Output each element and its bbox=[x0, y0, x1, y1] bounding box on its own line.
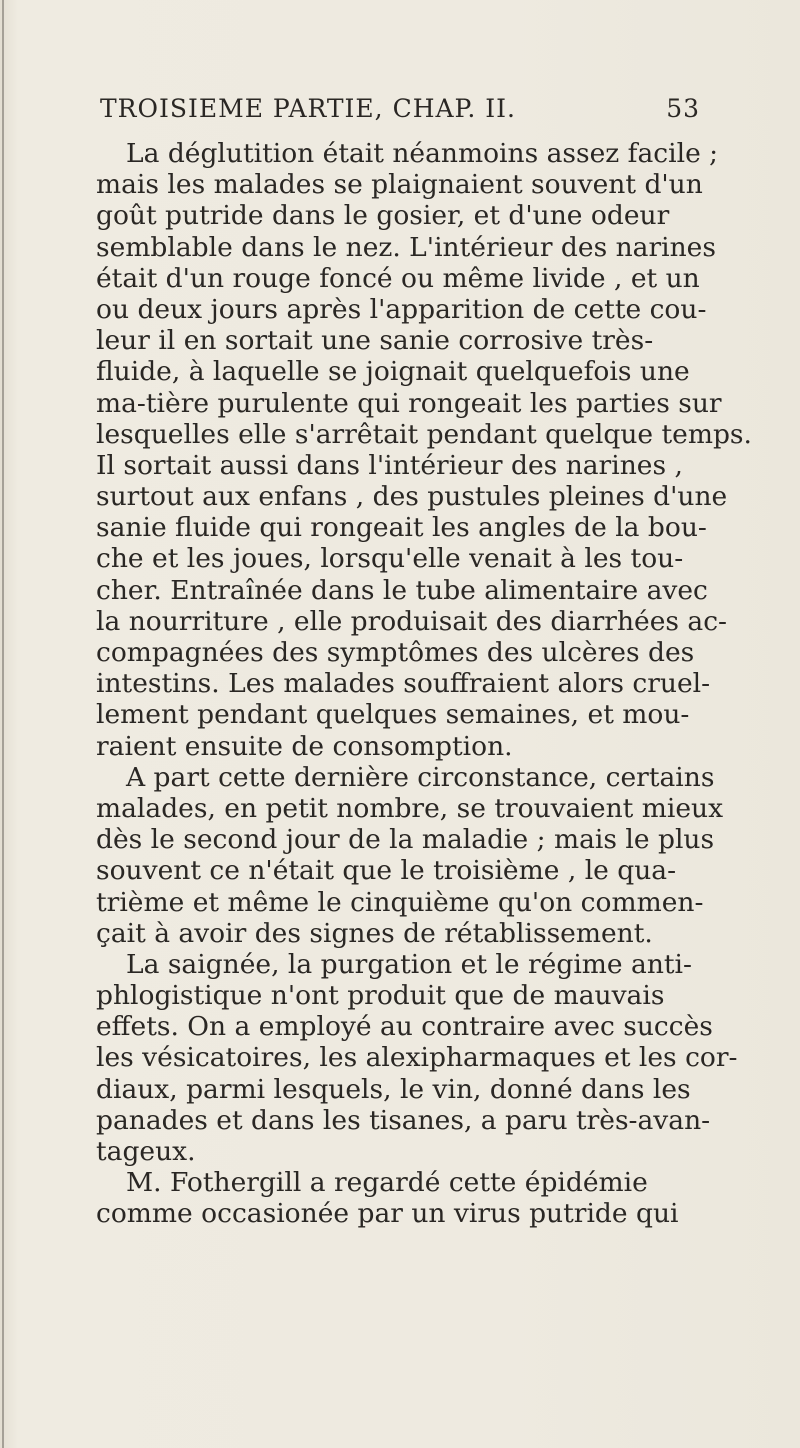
text-line: surtout aux enfans , des pustules pleines d'une bbox=[96, 481, 728, 513]
body-text bbox=[96, 138, 752, 1230]
text-line: semblable dans le nez. L'intérieur des narines bbox=[96, 231, 716, 263]
text-line: ou deux jours après l'apparition de cette cou- bbox=[96, 293, 707, 325]
text-line: cher. Entraînée dans le tube alimentaire avec bbox=[96, 574, 708, 606]
text-line: trième et même le cinquième qu'on commen- bbox=[96, 886, 704, 918]
text-line: La saignée, la purgation et le régime anti- bbox=[126, 948, 692, 980]
text-line: Il sortait aussi dans l'intérieur des narines , bbox=[96, 449, 683, 481]
text-line: M. Fothergill a regardé cette épidémie bbox=[126, 1167, 648, 1199]
text-line: La déglutition était néanmoins assez facile ; bbox=[126, 138, 719, 169]
page-edge-shadow bbox=[2, 0, 4, 1448]
text-line: diaux, parmi lesquels, le vin, donné dans les bbox=[96, 1073, 691, 1105]
text-line: mais les malades se plaignaient souvent d'un bbox=[96, 169, 703, 201]
text-line: sanie fluide qui rongeait les angles de la bou- bbox=[96, 512, 707, 544]
text-line: leur il en sortait une sanie corrosive très- bbox=[96, 325, 654, 357]
text-line: phlogistique n'ont produit que de mauvais bbox=[96, 980, 665, 1012]
text-line: compagnées des symptômes des ulcères des bbox=[96, 637, 695, 668]
page-number: 53 bbox=[666, 94, 700, 123]
text-line: souvent ce n'était que le troisième , le qua- bbox=[96, 855, 677, 887]
text-line: che et les joues, lorsqu'elle venait à les tou- bbox=[96, 543, 684, 575]
text-line: malades, en petit nombre, se trouvaient mieux bbox=[96, 792, 724, 824]
text-line: A part cette dernière circonstance, certains bbox=[126, 761, 715, 793]
text-line: les vésicatoires, les alexipharmaques et les cor- bbox=[96, 1042, 738, 1074]
text-line: goût putride dans le gosier, et d'une odeur bbox=[96, 200, 670, 232]
text-line: effets. On a employé au contraire avec succès bbox=[96, 1011, 713, 1043]
text-line: lement pendant quelques semaines, et mou- bbox=[96, 699, 690, 731]
text-line: la nourriture , elle produisait des diarrhées ac- bbox=[96, 605, 728, 637]
text-line: tageux. bbox=[96, 1136, 196, 1167]
text-line: comme occasionée par un virus putride qui bbox=[96, 1198, 679, 1230]
text-line: dès le second jour de la maladie ; mais le plus bbox=[96, 824, 715, 856]
text-line: ma-tière purulente qui rongeait les parties sur bbox=[96, 387, 722, 419]
text-line: lesquelles elle s'arrêtait pendant quelque temps. bbox=[96, 418, 752, 450]
text-line: fluide, à laquelle se joignait quelquefois une bbox=[96, 356, 690, 388]
text-line: raient ensuite de consomption. bbox=[96, 730, 513, 762]
running-title: TROISIEME PARTIE, CHAP. II. bbox=[100, 94, 516, 123]
running-header bbox=[100, 94, 700, 130]
text-line: intestins. Les malades souffraient alors cruel- bbox=[96, 668, 711, 700]
text-line: était d'un rouge foncé ou même livide , et un bbox=[96, 262, 700, 294]
text-line: çait à avoir des signes de rétablissement. bbox=[96, 917, 653, 949]
text-line: panades et dans les tisanes, a paru très-avan- bbox=[96, 1104, 711, 1136]
